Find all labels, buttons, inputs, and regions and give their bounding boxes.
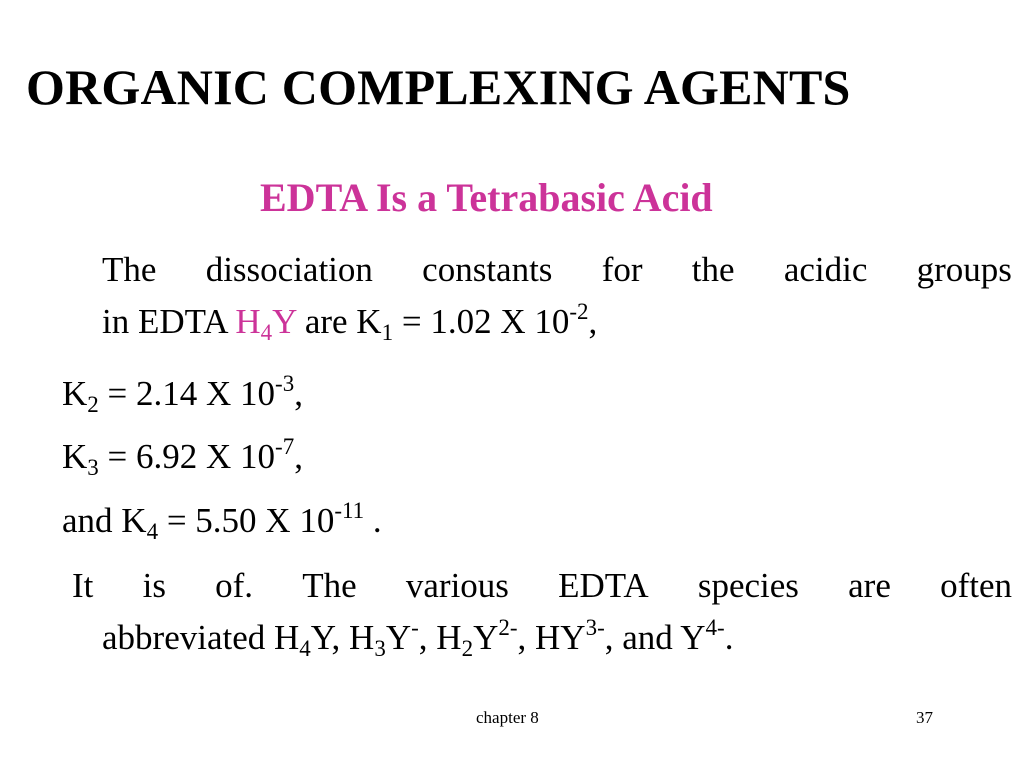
text-fragment: , and Y bbox=[604, 618, 706, 657]
text-fragment: , H bbox=[418, 618, 462, 657]
k4-value: = 5.50 X 10 bbox=[158, 501, 335, 540]
word: for bbox=[601, 250, 643, 289]
slide-subtitle: EDTA Is a Tetrabasic Acid bbox=[260, 175, 713, 220]
word: constants bbox=[422, 250, 553, 289]
text-fragment: Y bbox=[473, 618, 499, 657]
word: The bbox=[302, 566, 357, 605]
text-fragment: in EDTA bbox=[102, 302, 236, 341]
text-fragment: Y bbox=[385, 618, 412, 657]
text-fragment: , bbox=[588, 302, 598, 341]
text-fragment: . bbox=[724, 618, 734, 657]
word: is bbox=[142, 566, 166, 605]
text-fragment: . bbox=[364, 501, 382, 540]
word: groups bbox=[916, 250, 1012, 289]
text-fragment: , HY bbox=[517, 618, 586, 657]
superscript: -11 bbox=[334, 498, 365, 523]
paragraph-species bbox=[72, 560, 1012, 664]
word: the bbox=[691, 250, 735, 289]
word: of. bbox=[215, 566, 254, 605]
word: dissociation bbox=[205, 250, 373, 289]
subscript: 4 bbox=[260, 320, 273, 345]
superscript: - bbox=[411, 615, 419, 640]
word: species bbox=[697, 566, 799, 605]
word: acidic bbox=[783, 250, 868, 289]
text-fragment: and K bbox=[62, 501, 147, 540]
word: EDTA bbox=[558, 566, 649, 605]
k2-line bbox=[62, 368, 303, 420]
superscript: -3 bbox=[275, 371, 295, 396]
text-fragment: Y, H bbox=[310, 618, 375, 657]
word: It bbox=[72, 566, 94, 605]
text-fragment: abbreviated H bbox=[102, 618, 300, 657]
k3-value: = 6.92 X 10 bbox=[98, 437, 276, 476]
superscript: 2- bbox=[498, 615, 518, 640]
word: The bbox=[102, 250, 157, 289]
word: often bbox=[940, 566, 1012, 605]
word: various bbox=[405, 566, 509, 605]
superscript: 3- bbox=[585, 615, 605, 640]
superscript: -7 bbox=[275, 434, 295, 459]
paragraph-line bbox=[72, 560, 1012, 612]
paragraph-line bbox=[72, 612, 1012, 664]
word: are bbox=[848, 566, 891, 605]
subscript: 4 bbox=[299, 636, 311, 661]
text-fragment: , bbox=[294, 437, 303, 476]
superscript: -2 bbox=[569, 299, 589, 324]
subscript: 2 bbox=[87, 392, 99, 417]
k1-value: = 1.02 X 10 bbox=[393, 302, 570, 341]
formula-part: Y bbox=[272, 302, 297, 341]
subscript: 3 bbox=[87, 455, 99, 480]
k2-value: = 2.14 X 10 bbox=[98, 374, 276, 413]
paragraph-line bbox=[102, 296, 1012, 348]
formula-part: H bbox=[235, 302, 261, 341]
subscript: 2 bbox=[461, 636, 474, 661]
subscript: 3 bbox=[374, 636, 386, 661]
slide-title: ORGANIC COMPLEXING AGENTS bbox=[26, 59, 851, 115]
paragraph-line bbox=[102, 244, 1012, 296]
paragraph-dissociation bbox=[102, 244, 1012, 348]
text-fragment: K bbox=[62, 437, 88, 476]
superscript: 4- bbox=[705, 615, 725, 640]
subscript: 1 bbox=[381, 320, 394, 345]
k4-line bbox=[62, 495, 382, 547]
text-fragment: K bbox=[62, 374, 88, 413]
edta-formula bbox=[235, 302, 297, 345]
subscript: 4 bbox=[146, 519, 159, 544]
k3-line bbox=[62, 431, 303, 483]
footer-chapter: chapter 8 bbox=[476, 708, 539, 727]
text-fragment: are K bbox=[296, 302, 382, 341]
text-fragment: , bbox=[294, 374, 303, 413]
page-number: 37 bbox=[916, 708, 933, 727]
